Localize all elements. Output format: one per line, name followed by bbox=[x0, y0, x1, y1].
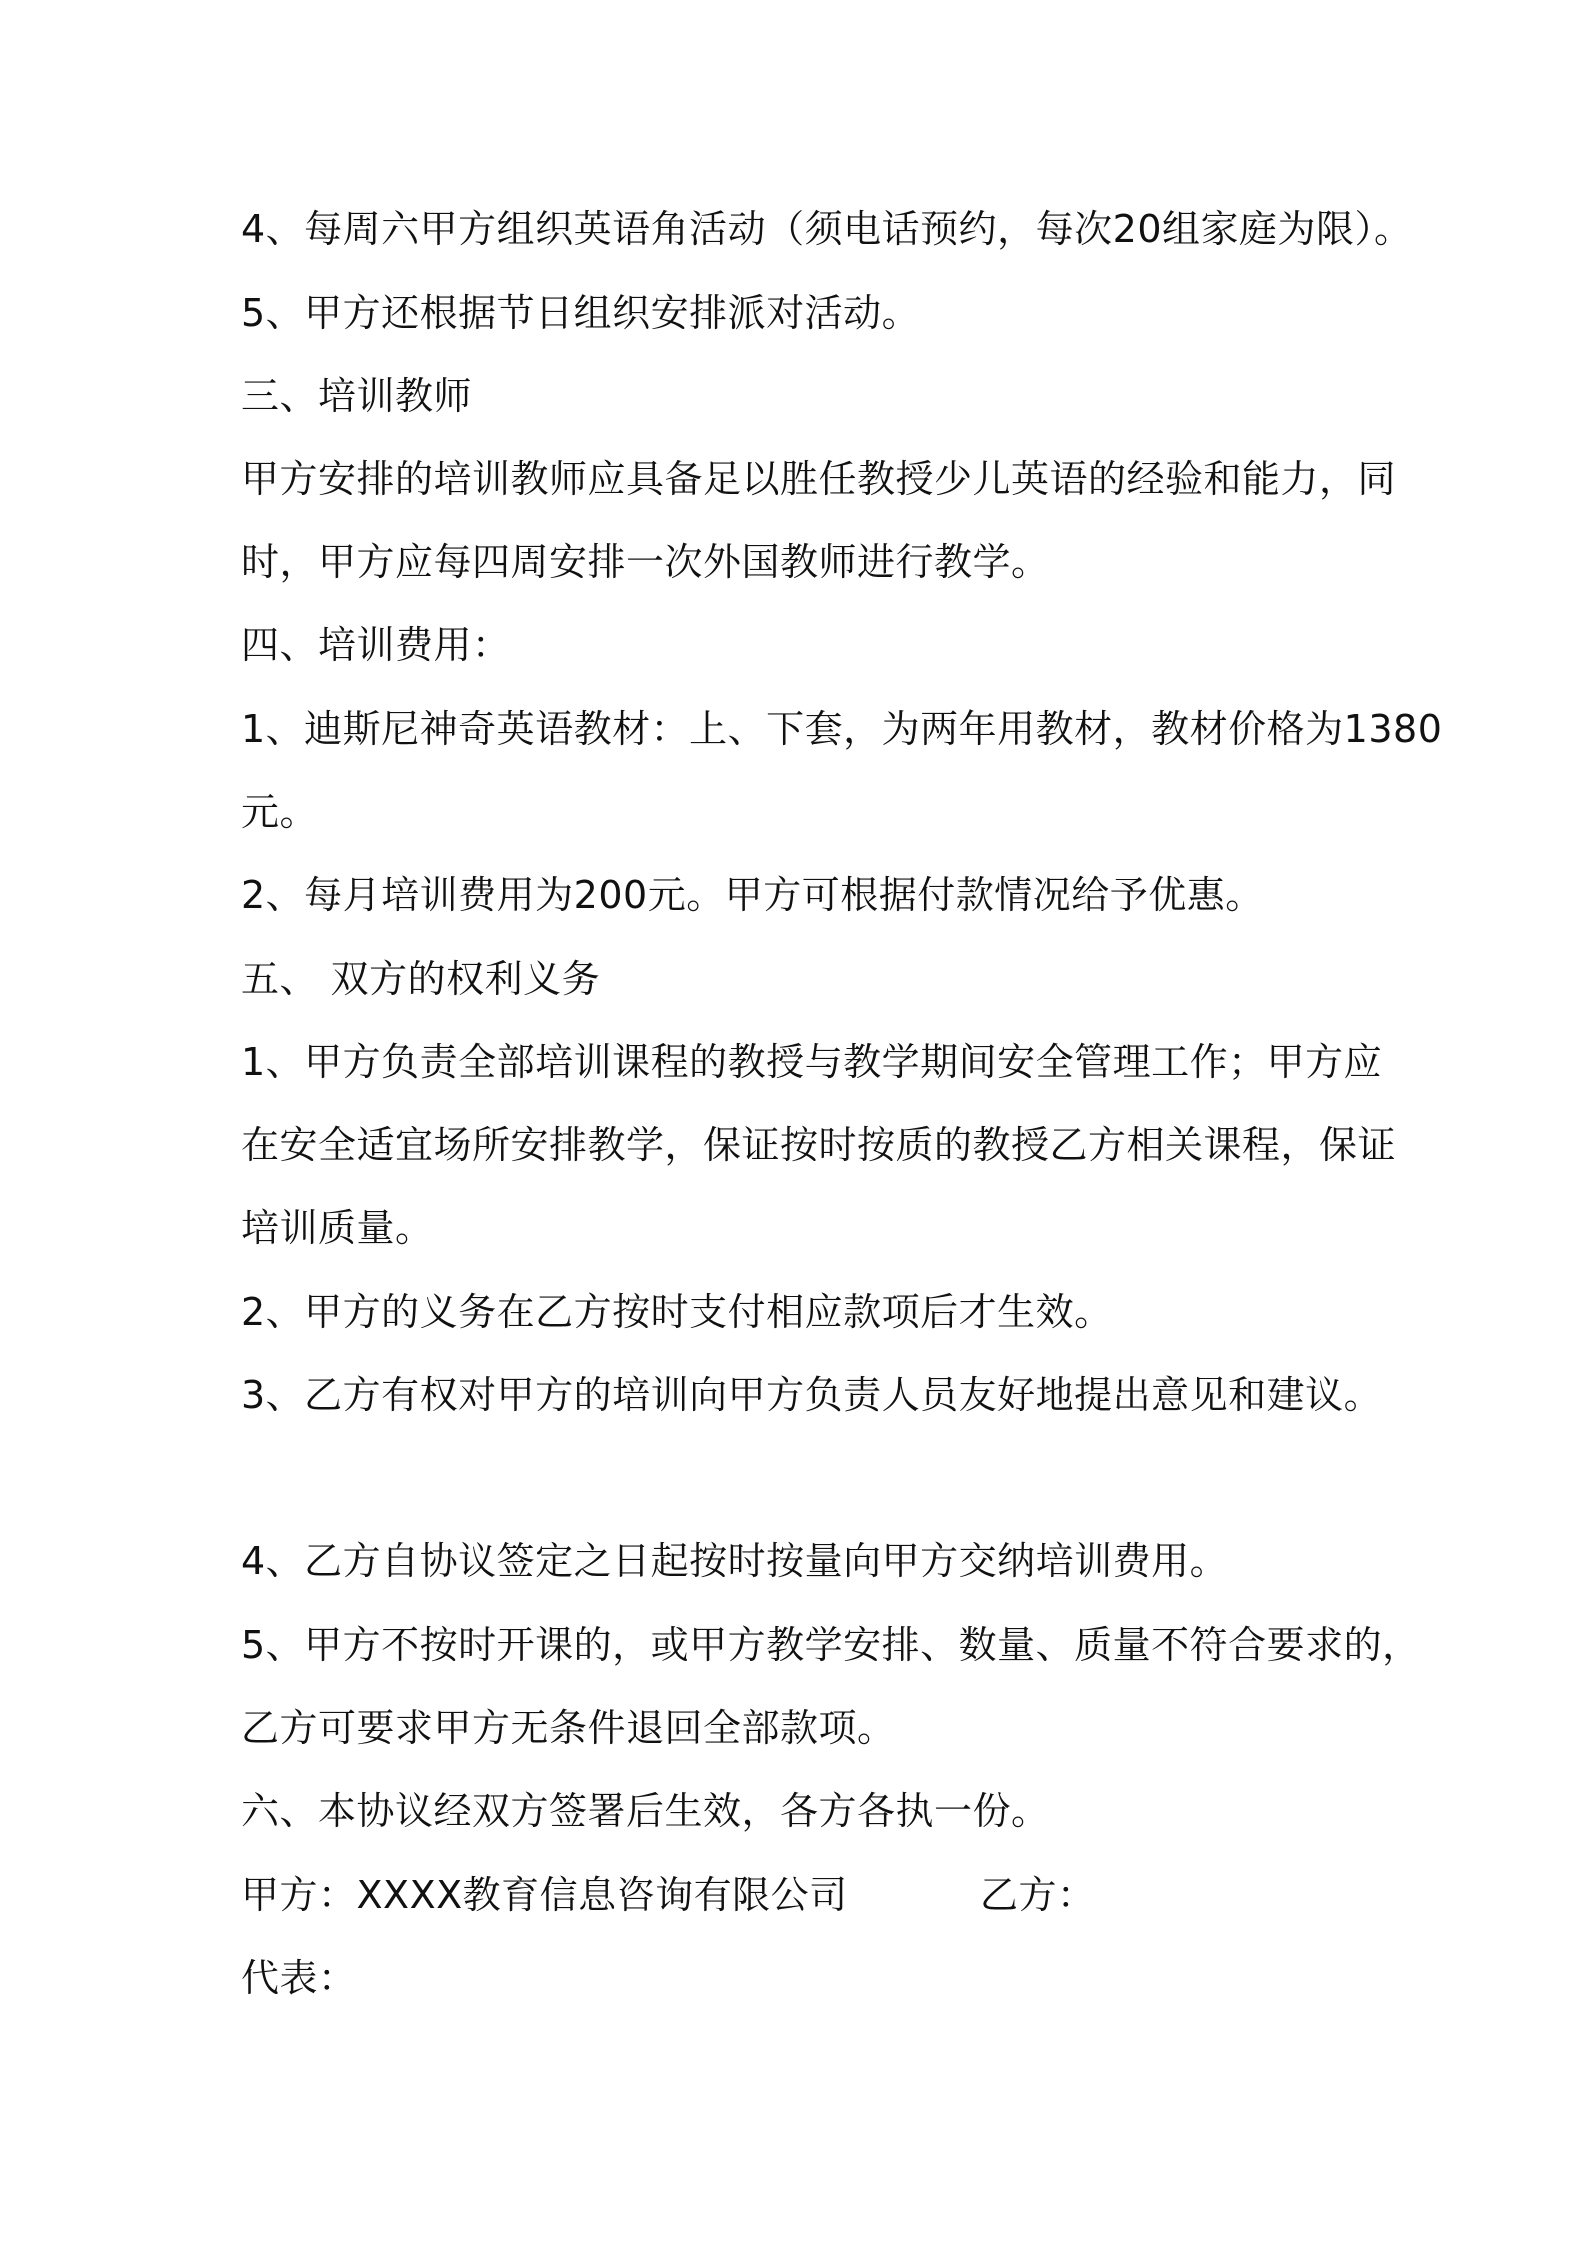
rights-item-line: 2、甲方的义务在乙方按时支付相应款项后才生效。 bbox=[241, 1290, 1113, 1334]
section-heading-teachers: 三、培训教师 bbox=[241, 374, 473, 418]
rights-item-line: 培训质量。 bbox=[241, 1206, 434, 1250]
fees-item-line: 2、每月培训费用为200元。甲方可根据付款情况给予优惠。 bbox=[241, 873, 1264, 917]
section-heading-fees: 四、培训费用： bbox=[241, 623, 511, 667]
rights-item-line: 1、甲方负责全部培训课程的教授与教学期间安全管理工作；甲方应 bbox=[241, 1040, 1383, 1084]
signature-party-a: 甲方：XXXX教育信息咨询有限公司 bbox=[241, 1873, 848, 1917]
rights-item-line: 在安全适宜场所安排教学，保证按时按质的教授乙方相关课程，保证 bbox=[241, 1123, 1397, 1167]
signature-party-b: 乙方： bbox=[980, 1873, 1096, 1917]
rights-item-line: 3、乙方有权对甲方的培训向甲方负责人员友好地提出意见和建议。 bbox=[241, 1373, 1383, 1417]
rights-item-line: 4、乙方自协议签定之日起按时按量向甲方交纳培训费用。 bbox=[241, 1539, 1229, 1583]
clause-4-english-corner: 4、每周六甲方组织英语角活动（须电话预约，每次20组家庭为限）。 bbox=[241, 207, 1413, 251]
rights-item-line: 乙方可要求甲方无条件退回全部款项。 bbox=[241, 1706, 896, 1750]
teachers-paragraph-line: 甲方安排的培训教师应具备足以胜任教授少儿英语的经验和能力，同 bbox=[241, 457, 1397, 501]
section-heading-rights: 五、 双方的权利义务 bbox=[241, 957, 601, 1001]
rights-item-line: 5、甲方不按时开课的，或甲方教学安排、数量、质量不符合要求的， bbox=[241, 1623, 1421, 1667]
section-heading-effective: 六、本协议经双方签署后生效，各方各执一份。 bbox=[241, 1789, 1050, 1833]
clause-5-party-activities: 5、甲方还根据节日组织安排派对活动。 bbox=[241, 291, 921, 335]
fees-item-line: 1、迪斯尼神奇英语教材：上、下套，为两年用教材，教材价格为1380 bbox=[241, 707, 1443, 751]
signature-representative: 代表： bbox=[241, 1956, 357, 2000]
teachers-paragraph-line: 时，甲方应每四周安排一次外国教师进行教学。 bbox=[241, 540, 1050, 584]
fees-item-line: 元。 bbox=[241, 790, 319, 834]
